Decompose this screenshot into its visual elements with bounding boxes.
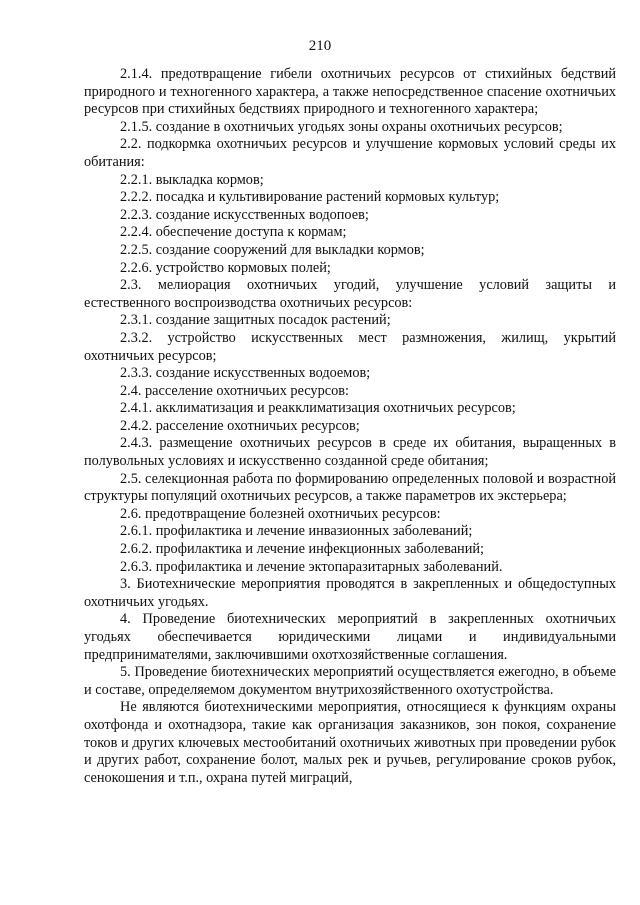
paragraph-2-2: 2.2. подкормка охотничьих ресурсов и улучшение кормовых условий среды их обитания: (84, 136, 616, 170)
paragraph-2-4-2: 2.4.2. расселение охотничьих ресурсов; (120, 417, 360, 434)
paragraph-2-2-3: 2.2.3. создание искусственных водопоев; (120, 206, 369, 223)
paragraph-2-1-4: 2.1.4. предотвращение гибели охотничьих ресурсов от стихийных бедствий природного и техногенного характера, а также непосредственное спасение охотничьих ресурсов при стихийных бедствиях природного и техногенного характера; (84, 66, 616, 118)
paragraph-2-1-5: 2.1.5. создание в охотничьих угодьях зоны охраны охотничьих ресурсов; (120, 118, 563, 135)
paragraph-2-4: 2.4. расселение охотничьих ресурсов: (120, 382, 349, 399)
paragraph-2-2-5: 2.2.5. создание сооружений для выкладки кормов; (120, 241, 425, 258)
paragraph-2-2-4: 2.2.4. обеспечение доступа к кормам; (120, 224, 347, 241)
paragraph-2-4-3: 2.4.3. размещение охотничьих ресурсов в среде их обитания, выращенных в полувольных условиях и искусственно созданной среде обитания; (84, 435, 616, 470)
paragraph-2-4-1: 2.4.1. акклиматизация и реакклиматизация охотничьих ресурсов; (120, 400, 516, 417)
paragraph-2-2-1: 2.2.1. выкладка кормов; (120, 171, 264, 188)
paragraph-5: 5. Проведение биотехнических мероприятий осуществляется ежегодно, в объеме и составе, определяемом документом внутрихозяйственного охотустройства. (84, 664, 616, 698)
paragraph-3: 3. Биотехнические мероприятия проводятся в закрепленных и общедоступных охотничьих угодьях. (84, 576, 616, 610)
paragraph-2-3-3: 2.3.3. создание искусственных водоемов; (120, 365, 371, 382)
paragraph-2-6-3: 2.6.3. профилактика и лечение эктопаразитарных заболеваний. (120, 558, 503, 575)
paragraph-2-3-1: 2.3.1. создание защитных посадок растений; (120, 312, 391, 329)
document-body (84, 66, 616, 787)
paragraph-2-5: 2.5. селекционная работа по формированию определенных половой и возрастной структуры популяций охотничьих ресурсов, а также параметров их экстерьера; (84, 470, 616, 505)
paragraph-2-6-2: 2.6.2. профилактика и лечение инфекционных заболеваний; (120, 541, 484, 558)
paragraph-2-3-2: 2.3.2. устройство искусственных мест размножения, жилищ, укрытий охотничьих ресурсов; (84, 329, 616, 364)
paragraph-2-6-1: 2.6.1. профилактика и лечение инвазионных заболеваний; (120, 523, 473, 540)
paragraph-2-3: 2.3. мелиорация охотничьих угодий, улучшение условий защиты и естественного воспроизводства охотничьих ресурсов: (84, 277, 616, 311)
paragraph-note: Не являются биотехническими мероприятия, относящиеся к функциям охраны охотфонда и охотнадзора, такие как организация заказников, зон покоя, сохранение токов и других ключевых местообитаний охотничьих животных при проведении рубок и других работ, сохранение болот, малых рек и ручьев, регулирование сроков рубок, сенокошения и т.п., охрана путей миграций, (84, 699, 616, 786)
paragraph-2-6: 2.6. предотвращение болезней охотничьих ресурсов: (120, 505, 441, 522)
paragraph-2-2-2: 2.2.2. посадка и культивирование растений кормовых культур; (120, 189, 500, 206)
paragraph-2-2-6: 2.2.6. устройство кормовых полей; (120, 259, 331, 276)
paragraph-4: 4. Проведение биотехнических мероприятий в закрепленных охотничьих угодьях обеспечивается юридическими лицами и индивидуальными предпринимателями, заключившими охотхозяйственные соглашения. (84, 611, 616, 663)
page-number: 210 (308, 38, 332, 54)
